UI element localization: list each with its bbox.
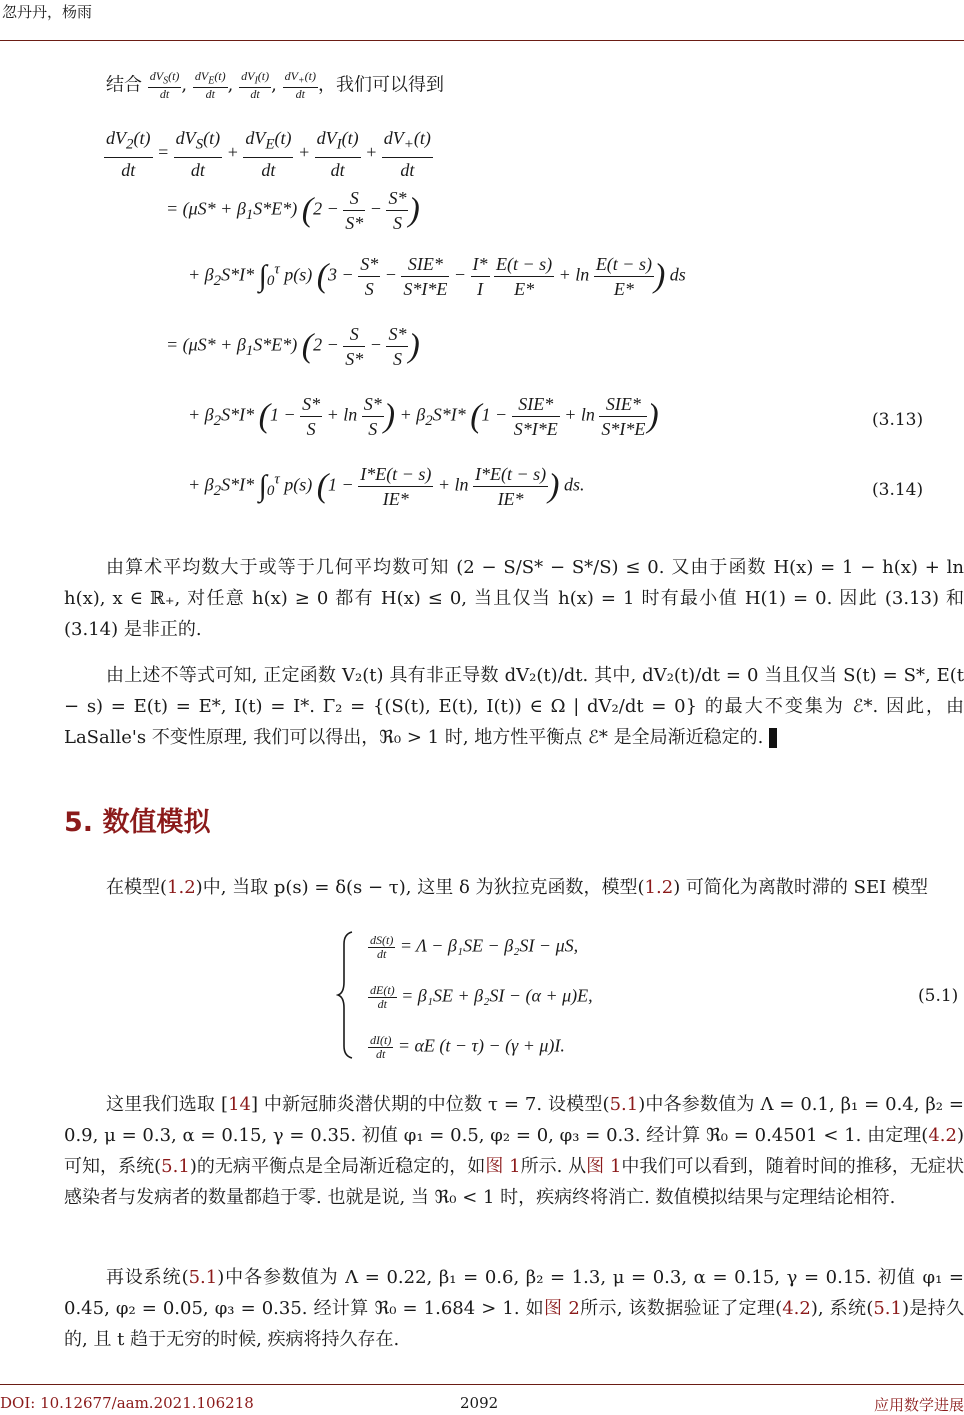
ref-link[interactable]: 5.1: [161, 1156, 190, 1177]
equation-text: = αE (t − τ) − (γ + μ)I.: [397, 1035, 565, 1056]
ref-link[interactable]: 1.2: [644, 877, 674, 898]
section-heading: [64, 800, 210, 839]
section-title: 数值模拟: [102, 807, 211, 838]
system-equation-1: $\frac{dS(t)}{dt}$ = Λ − β₁SE − β₂SI − μS,: [370, 933, 579, 961]
page-footer: [0, 1384, 964, 1415]
text: )可知，系统(: [64, 1125, 964, 1177]
text: ), 系统(: [810, 1298, 874, 1319]
text: 中我们可以看到，随着时间的推移，无症状感染者与发病者的数量都趋于零. 也就是说, 当 ℜ₀ < 1 时，疾病终将消亡. 数值模拟结果与定理结论相符.: [64, 1156, 964, 1208]
equation-text: = Λ − β₁SE − β₂SI − μS,: [399, 935, 579, 956]
equation-line-4: = $(\mu S* + \beta_1S*E*)$ (2 − $\frac{S}{S*}$ − $\frac{S*}{S}$ ): [166, 324, 420, 369]
system-equation-3: $\frac{dI(t)}{dt}$ = αE (t − τ) − (γ + μ)I.: [370, 1033, 565, 1061]
ref-link[interactable]: 5.1: [609, 1094, 639, 1115]
figure-link[interactable]: 图 1: [485, 1156, 521, 1177]
header-authors: 忽丹丹，杨雨: [2, 3, 93, 21]
figure-link[interactable]: 图 1: [586, 1156, 622, 1177]
page-header: [0, 0, 964, 41]
text: 所示. 从: [520, 1156, 587, 1177]
equation-line-2: = $(\mu S* + \beta_1S*E*)$ (2 − $\frac{S}{S*}$ − $\frac{S*}{S}$ ): [166, 188, 420, 233]
equation-line-6: + $\beta_2S*I*$ $\int_0^\tau$ p(s) (1 − $\frac{I*E(t - s)}{IE*}$ + ln $\frac{I*E(t - s)}{IE*}$ ) ds.: [188, 464, 585, 509]
ref-link[interactable]: 1.2: [167, 877, 196, 898]
footer-doi[interactable]: DOI: 10.12677/aam.2021.106218: [0, 1394, 254, 1412]
ref-link[interactable]: 4.2: [928, 1125, 957, 1146]
paragraph-1: 由算术平均数大于或等于几何平均数可知 (2 − S/S* − S*/S) ≤ 0. 又由于函数 H(x) = 1 − h(x) + ln h(x), x ∈ ℝ₊, 对任意 h(x) ≥ 0 都有 H(x) ≤ 0, 当且仅当 h(x) = 1 时有最小值 H(1) = 0. 因此 (3.13) 和 (3.14) 是非正的.: [64, 557, 964, 640]
equation-tag-314: (3.14): [872, 480, 924, 500]
system-equation-2: $\frac{dE(t)}{dt}$ = β₁SE + β₂SI − (α + μ)E,: [370, 983, 593, 1011]
paragraph-2: [64, 660, 964, 753]
equation-tag-51: (5.1): [918, 986, 959, 1006]
ref-link[interactable]: 14: [228, 1094, 251, 1115]
combine-prefix: 结合: [106, 74, 142, 96]
equation-text: = β₁SE + β₂SI − (α + μ)E,: [401, 985, 593, 1006]
text: )是持久的, 且 t 趋于无穷的时候, 疾病将持久存在.: [64, 1298, 964, 1350]
combine-suffix: ，我们可以得到: [317, 74, 444, 96]
system-brace-icon: [336, 930, 356, 1060]
footer-page-number: 2092: [460, 1394, 499, 1412]
paragraph-3: [64, 872, 964, 903]
equation-line-3: + $\beta_2S*I*$ $\int_0^\tau$ p(s) (3 − $\frac{S*}{S}$ − $\frac{\text{SIE*}}{S*I*E}$ − $\frac{I*}{I}$ $\frac{E(t - s)}{E*}$ + ln $\frac{E(t - s)}{E*}$ ) ds: [188, 254, 686, 299]
figure-link[interactable]: 图 2: [543, 1298, 580, 1319]
qed-mark: [769, 728, 777, 748]
equation-tag-313: (3.13): [872, 410, 924, 430]
text: 再设系统(: [106, 1267, 189, 1288]
equation-line-5: + $\beta_2S*I*$ (1 − $\frac{S*}{S}$ + ln $\frac{S*}{S}$ ) + $\beta_2S*I*$ (1 − $\frac{\text{SIE*}}{S*I*E}$ + ln $\frac{\text{SIE*}}{S*I*E}$ ): [188, 394, 659, 439]
equation-line-1: $\frac{dV_2(t)}{dt}$ = $\frac{dV_S(t)}{dt}$ + $\frac{dV_E(t)}{dt}$ + $\frac{dV_I(t)}{dt}$ + $\frac{dV_+(t)}{dt}$: [106, 128, 431, 180]
combine-line: 结合 $\frac{dV_S(t)}{dt}$ , $\frac{dV_E(t)}{dt}$ , $\frac{dV_I(t)}{dt}$ , $\frac{dV_+(t)}{dt}$ ，我们可以得到: [106, 69, 444, 102]
text: 这里我们选取 [: [106, 1094, 229, 1115]
text: )中, 当取 p(s) = δ(s − τ), 这里 δ 为狄拉克函数，模型(: [195, 877, 645, 898]
text: )的无病平衡点是全局渐近稳定的，如: [189, 1156, 486, 1177]
text: )中各参数值为 Λ = 0.1, β₁ = 0.4, β₂ = 0.9, μ = 0.3, α = 0.15, γ = 0.35. 初值 φ₁ = 0.5, φ₂ = 0, φ₃ = 0.3. 经计算 ℜ₀ = 0.4501 < 1. 由定理(: [64, 1094, 964, 1146]
ref-link[interactable]: 5.1: [873, 1298, 902, 1319]
text: ) 可简化为离散时滞的 SEI 模型: [673, 877, 928, 898]
text: )中各参数值为 Λ = 0.22, β₁ = 0.6, β₂ = 1.3, μ = 0.3, α = 0.15, γ = 0.15. 初值 φ₁ = 0.45, φ₂ = 0.05, φ₃ = 0.35. 经计算 ℜ₀ = 1.684 > 1. 如: [64, 1267, 964, 1319]
text: 在模型(: [106, 877, 168, 898]
ref-link[interactable]: 4.2: [782, 1298, 811, 1319]
text: ] 中新冠肺炎潜伏期的中位数 τ = 7. 设模型(: [250, 1094, 610, 1115]
footer-journal: 应用数学进展: [873, 1396, 964, 1414]
paragraph-2-text: 由上述不等式可知, 正定函数 V₂(t) 具有非正导数 dV₂(t)/dt. 其中, dV₂(t)/dt = 0 当且仅当 S(t) = S*, E(t − s) = E(t) = E*, I(t) = I*. Γ₂ = {(S(t), E(t), I(t)) ∈ Ω | dV₂/dt = 0} 的最大不变集为 ℰ*. 因此，由 LaSalle's 不变性原理, 我们可以得出，ℜ₀ > 1 时, 地方性平衡点 ℰ* 是全局渐近稳定的.: [64, 665, 964, 748]
text: 所示, 该数据验证了定理(: [579, 1298, 783, 1319]
ref-link[interactable]: 5.1: [188, 1267, 218, 1288]
section-number: 5.: [64, 807, 94, 838]
paragraph-4: [64, 1089, 964, 1213]
paragraph-5: [64, 1262, 964, 1355]
